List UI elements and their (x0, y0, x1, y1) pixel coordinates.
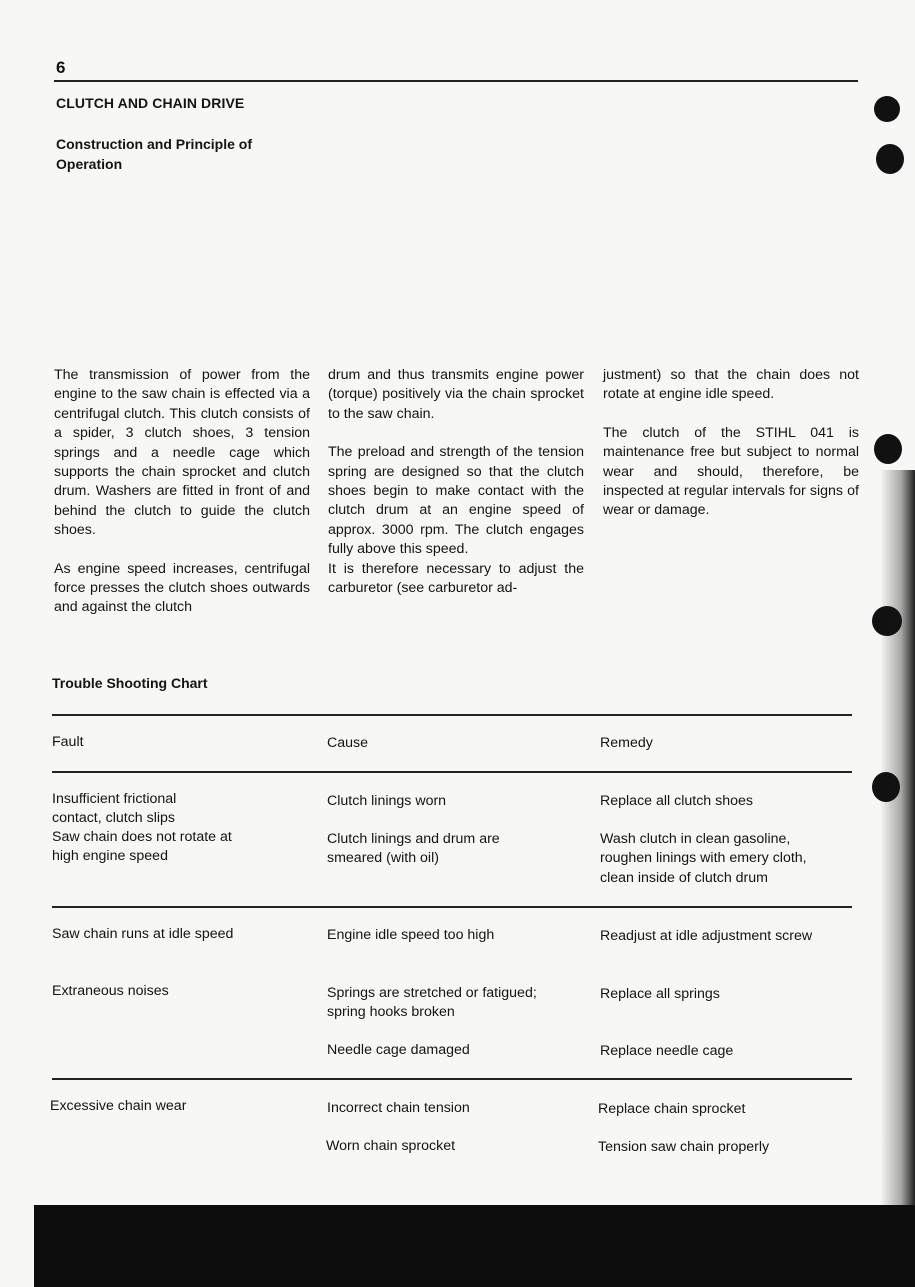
body-column-1 (54, 366, 310, 637)
table-rule (52, 714, 852, 716)
table-rule (52, 1078, 852, 1080)
binder-hole-mark (874, 434, 902, 464)
paragraph: The clutch of the STIHL 041 is maintenance free but subject to normal wear and should, therefore, be inspected at regular intervals for signs of wear or damage. (603, 424, 859, 519)
fault-cell: Saw chain runs at idle speed (52, 926, 234, 942)
paragraph: As engine speed increases, centrifugal force presses the clutch shoes outwards and against the clutch (54, 560, 310, 616)
body-column-3 (603, 366, 859, 540)
remedy-cell: Replace all clutch shoes (600, 793, 753, 809)
body-column-2 (328, 366, 584, 617)
table-rule (52, 771, 852, 773)
remedy-cell: Tension saw chain properly (598, 1139, 770, 1155)
fault-cell: Saw chain does not rotate at high engine speed (52, 829, 232, 865)
binder-hole-mark (876, 144, 904, 174)
header-fault: Fault (52, 734, 84, 750)
cause-cell: Clutch linings worn (327, 793, 447, 809)
remedy-cell: Wash clutch in clean gasoline, roughen linings with emery cloth, clean inside of clutch drum (600, 831, 807, 886)
cause-cell: Engine idle speed too high (327, 927, 495, 943)
cause-cell: Needle cage damaged (327, 1042, 470, 1058)
binder-hole-mark (874, 96, 900, 122)
paragraph: justment) so that the chain does not rotate at engine idle speed. (603, 367, 859, 403)
paragraph: It is therefore necessary to adjust the carburetor (see carburetor ad- (328, 560, 584, 597)
page-edge-shadow (880, 470, 915, 1210)
fault-cell: Excessive chain wear (50, 1098, 187, 1114)
table-rule (52, 906, 852, 908)
cause-cell: Worn chain sprocket (326, 1138, 456, 1154)
header-rule (54, 80, 858, 82)
header-cause: Cause (327, 735, 369, 751)
cause-cell: Incorrect chain tension (327, 1100, 470, 1116)
paragraph: The preload and strength of the tension spring are designed so that the clutch shoes begin to make contact with the clutch drum at an engine speed of approx. 3000 rpm. The clutch engages fully above this speed. (328, 444, 584, 558)
remedy-cell: Readjust at idle adjustment screw (600, 928, 813, 944)
remedy-cell: Replace all springs (600, 986, 720, 1002)
paragraph: drum and thus transmits engine power (torque) positively via the chain sprocket to the saw chain. (328, 367, 584, 422)
subtitle: Construction and Principle of Operation (56, 136, 253, 172)
chart-title: Trouble Shooting Chart (52, 675, 208, 691)
scan-shadow-bar (34, 1205, 915, 1287)
header-remedy: Remedy (600, 735, 653, 751)
fault-cell: Extraneous noises (52, 983, 169, 999)
remedy-cell: Replace needle cage (600, 1043, 734, 1059)
remedy-cell: Replace chain sprocket (598, 1101, 746, 1117)
section-title: CLUTCH AND CHAIN DRIVE (56, 95, 245, 111)
cause-cell: Clutch linings and drum are smeared (with oil) (327, 831, 500, 867)
cause-cell: Springs are stretched or fatigued; spring hooks broken (327, 985, 537, 1021)
fault-cell: Insufficient frictional contact, clutch slips (52, 791, 177, 827)
paragraph: The transmission of power from the engine to the saw chain is effected via a centrifugal clutch. This clutch consists of a spider, 3 clutch shoes, 3 tension springs and a needle cage which supports the chain sprocket and clutch drum. Washers are fitted in front of and behind the clutch to guide the clutch shoes. (54, 367, 310, 539)
page-number: 6 (56, 58, 66, 77)
